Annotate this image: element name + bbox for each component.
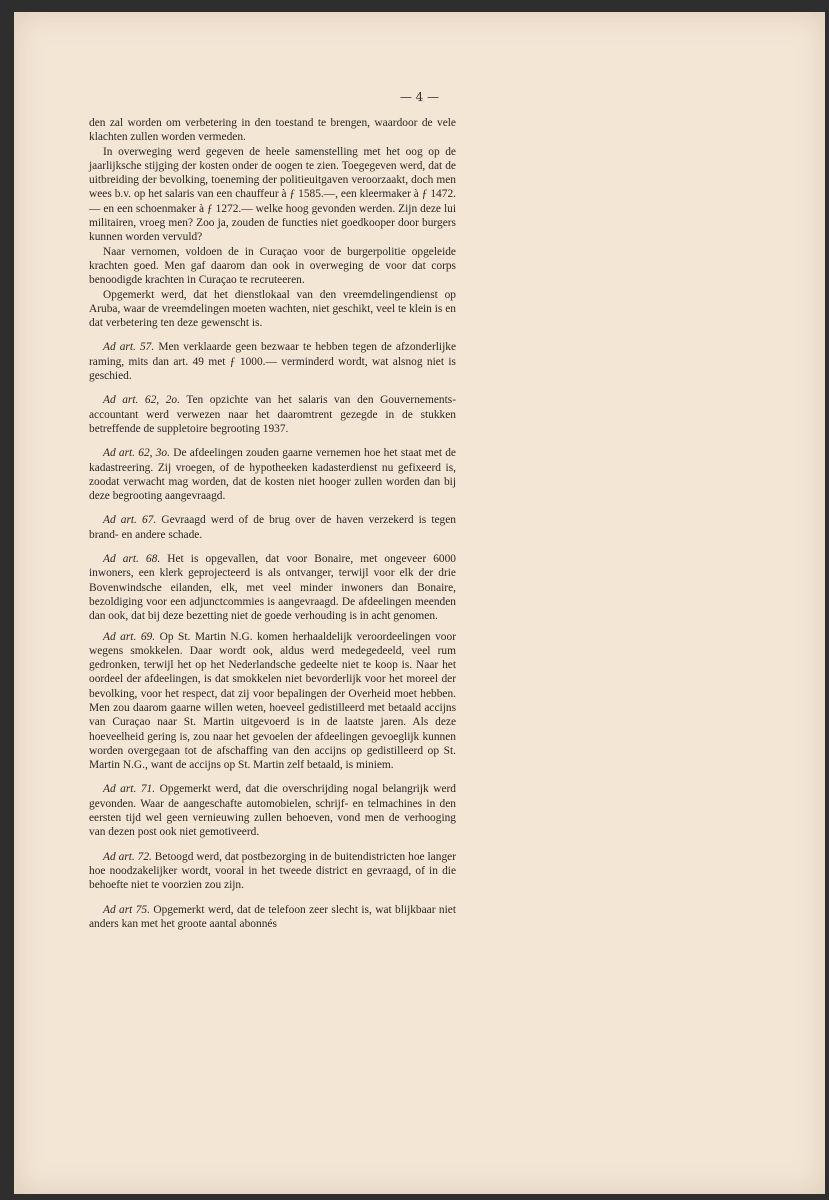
document-page <box>14 12 825 1194</box>
article-reference: Ad art 75. <box>103 903 150 916</box>
article-paragraph <box>89 850 456 893</box>
article-paragraph <box>89 446 456 503</box>
article-reference: Ad art. 69. <box>103 630 156 643</box>
article-paragraph <box>89 903 456 932</box>
paragraph <box>89 116 456 145</box>
paragraph-text: Opgemerkt werd, dat het dienstlokaal van den vreemdelingendienst op Aruba, waar de vreemdelingen moeten wachten, niet geschikt, veel te klein is en dat verbetering ten deze gewenscht is. <box>89 288 456 330</box>
paragraph <box>89 245 456 288</box>
paragraph-text: Opgemerkt werd, dat de telefoon zeer slecht is, wat blijkbaar niet anders kan met het groote aantal abonnés <box>89 903 456 930</box>
article-reference: Ad art. 68. <box>103 553 161 566</box>
paragraph-text: Gevraagd werd of de brug over de haven verzekerd is tegen brand- en andere schade. <box>89 514 456 541</box>
paragraph <box>89 288 456 331</box>
article-reference: Ad art. 62, 3o. <box>103 447 170 460</box>
article-reference: Ad art. 72. <box>103 850 152 863</box>
paragraph <box>89 145 456 245</box>
article-paragraph <box>89 552 456 623</box>
article-paragraph <box>89 513 456 542</box>
article-reference: Ad art. 71. <box>103 783 156 796</box>
paragraph-text: In overweging werd gegeven de heele samenstelling met het oog op de jaarlijksche stijging der kosten onder de oogen te zien. Toegegeven werd, dat de uitbreiding der bevolking, toeneming der politieuitgaven veroorzaakt, doch men wees b.v. op het salaris van een chauffeur à ƒ 1585.—, een kleermaker à ƒ 1472.— en een schoenmaker à ƒ 1272.— welke hoog gevonden werden. Zijn deze lui militairen, vroeg men? Zoo ja, zouden de functies niet goedkooper door burgers kunnen worden vervuld? <box>89 145 456 244</box>
paragraph-text: Opgemerkt werd, dat die overschrijding nogal belangrijk werd gevonden. Waar de aangeschafte automobielen, schrijf- en telmachines in den eersten tijd wel geen vernieuwing zullen behoeven, vond men de verhooging van dezen post ook niet gemotiveerd. <box>89 783 456 839</box>
article-paragraph <box>89 782 456 839</box>
paragraph-text: Op St. Martin N.G. komen herhaaldelijk veroordeelingen voor wegens smokkelen. Daar wordt ook, aldus werd medegedeeld, veel rum gedronken, terwijl het op het Nederlandsche gedeelte niet te koop is. Naar het oordeel der afdeelingen, is dat smokkelen niet bevorderlijk voor het moreel der bevolking, voor het respect, dat zij voor bepalingen der Overheid moet hebben. Men zou daarom gaarne willen weten, hoeveel gedistilleerd met betaald accijns van Curaçao naar St. Martin uitgevoerd is in de laatste jaren. Als deze hoeveelheid gering is, zou naar het gevoelen der afdeelingen gevoeglijk kunnen worden overgegaan tot de afschaffing van den accijns op gedistilleerd op St. Martin N.G., want de accijns op St. Martin zelf betaald, is miniem. <box>89 630 456 772</box>
paragraph-text: Betoogd werd, dat postbezorging in de buitendistricten hoe langer hoe noodzakelijker wordt, vooral in het tweede district en gevraagd, of in die behoefte niet te voorzien zou zijn. <box>89 850 456 892</box>
paragraph-text: den zal worden om verbetering in den toestand te brengen, waardoor de vele klachten zullen worden vermeden. <box>89 117 456 144</box>
paragraph-text: Men verklaarde geen bezwaar te hebben tegen de afzonderlijke raming, mits dan art. 49 met ƒ 1000.— verminderd wordt, wat alsnog niet is geschied. <box>89 341 456 383</box>
article-reference: Ad art. 57. <box>103 341 155 354</box>
paragraph-text: Naar vernomen, voldoen de in Curaçao voor de burgerpolitie opgeleide krachten goed. Men gaf daarom dan ook in overweging de voor dat corps benoodigde krachten in Curaçao te recruteeren. <box>89 245 456 287</box>
article-paragraph <box>89 630 456 773</box>
page-number: — 4 — <box>399 90 440 104</box>
paragraph-text: Ten opzichte van het salaris van den Gouvernements-accountant werd verwezen naar het daaromtrent gezegde in de stukken betreffende de suppletoire begrooting 1937. <box>89 394 456 435</box>
article-paragraph <box>89 340 456 383</box>
paragraph-text: De afdeelingen zouden gaarne vernemen hoe het staat met de kadastreering. Zij vroegen, of de hypotheeken kadasterdienst nu gefixeerd is, zoodat verwacht mag worden, dat de kosten niet hooger zullen worden dan bij deze begrooting aangevraagd. <box>89 447 456 503</box>
article-reference: Ad art. 62, 2o. <box>103 394 180 407</box>
paragraph-text: Het is opgevallen, dat voor Bonaire, met ongeveer 6000 inwoners, een klerk geprojecteerd is als ontvanger, terwijl voor elk der drie Bovenwindsche eilanden, elk, met veel minder inwoners dan Bonaire, bezoldiging voor een adjunctcommies is aangevraagd. De afdeelingen meenden dan ook, dat bij deze bezetting niet de goede verhouding is in acht genomen. <box>89 553 456 623</box>
article-reference: Ad art. 67. <box>103 514 157 527</box>
article-paragraph <box>89 393 456 436</box>
document-body <box>89 116 456 931</box>
